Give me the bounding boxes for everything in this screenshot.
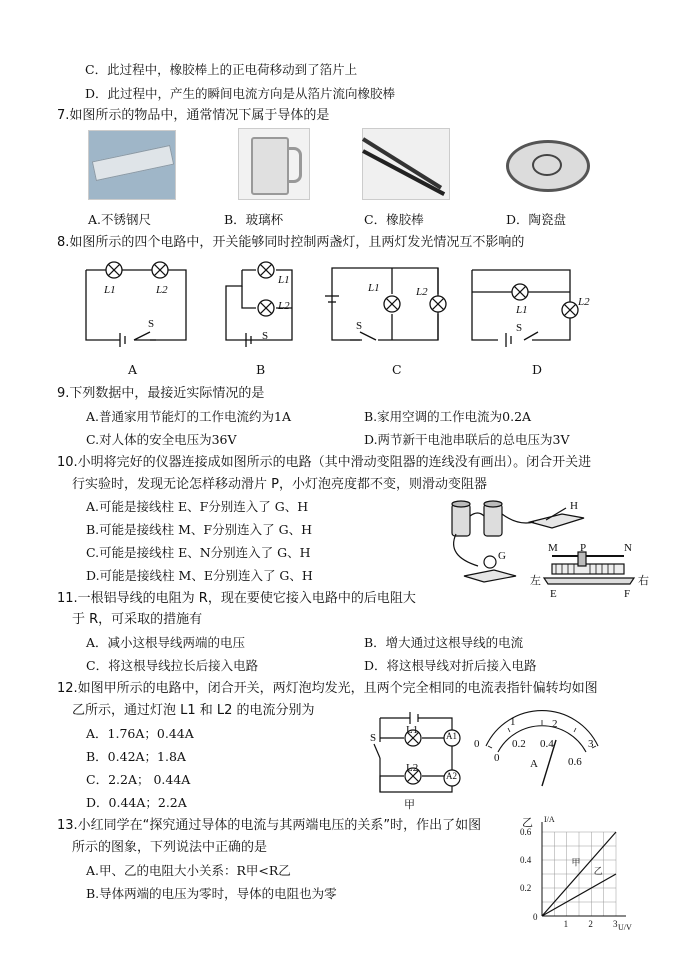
q13-option-a: A.甲、乙的电阻大小关系：R甲<R乙 — [86, 863, 291, 878]
q7-photo-plate — [498, 128, 592, 198]
q11-option-a: A．减小这根导线两端的电压 — [86, 635, 246, 650]
q11-option-c: C．将这根导线拉长后接入电路 — [86, 658, 259, 673]
q12-dial-top-0: 0 — [474, 738, 480, 750]
q10-stem-line2: 行实验时，发现无论怎样移动滑片 P，小灯泡亮度都不变，则滑动变阻器 — [72, 477, 487, 492]
q12-option-c: C．2.2A； 0.44A — [86, 772, 191, 787]
chart-x-tick-label: 1 — [563, 919, 569, 929]
chart-x-tick-label: 2 — [588, 919, 593, 929]
chart-y-tick-label: 0.4 — [520, 855, 532, 865]
q6-option-c: C．此过程中，橡胶棒上的正电荷移动到了箔片上 — [85, 62, 358, 77]
q10-option-a: A.可能是接线柱 E、F分别连入了 G、H — [86, 499, 309, 514]
q7-option-d: D．陶瓷盘 — [506, 212, 567, 227]
q12-label-s: S — [370, 732, 377, 744]
q7-photo-ruler — [88, 130, 176, 200]
q8-b-switch: S — [262, 330, 269, 342]
chart-y-tick-label: 0.6 — [520, 827, 532, 837]
chart-y-axis-label: I/A — [544, 815, 555, 824]
q12-option-a: A．1.76A；0.44A — [86, 726, 194, 741]
q11-stem-line2: 于 R，可采取的措施有 — [72, 612, 203, 627]
q8-a-l1: L1 — [104, 284, 116, 296]
q13-iu-chart — [508, 815, 638, 940]
q9-stem: 9.下列数据中，最接近实际情况的是 — [57, 386, 265, 401]
q6-option-d: D．此过程中，产生的瞬间电流方向是从箔片流向橡胶棒 — [85, 86, 396, 101]
q12-dial-bot-04: 0.4 — [540, 738, 554, 750]
chart-title: 乙 — [522, 817, 533, 829]
q9-option-d: D.两节新干电池串联后的总电压为3V — [364, 432, 570, 447]
q11-option-d: D．将这根导线对折后接入电路 — [364, 658, 537, 673]
q8-c-l2: L2 — [416, 286, 428, 298]
q12-dial-unit: A — [530, 758, 538, 770]
q12-dial-bot-06: 0.6 — [568, 756, 582, 768]
q10-label-left: 左 — [530, 575, 541, 587]
q8-c-switch: S — [356, 320, 363, 332]
q8-label-c: C — [392, 362, 402, 377]
q8-c-l1: L1 — [368, 282, 380, 294]
q10-option-b: B.可能是接线柱 M、F分别连入了 G、H — [86, 522, 312, 537]
q12-dial-top-1: 1 — [510, 716, 516, 728]
q12-label-jia: 甲 — [404, 799, 415, 811]
q10-label-h: H — [570, 500, 578, 512]
q12-label-a2: A2 — [446, 771, 457, 781]
q12-stem-line2: 乙所示，通过灯泡 L1 和 L2 的电流分别为 — [72, 703, 315, 718]
q13-stem-line1: 13.小红同学在“探究通过导体的电流与其两端电压的关系”时，作出了如图 — [57, 818, 482, 833]
q12-stem-line1: 12.如图甲所示的电路中，闭合开关，两灯泡均发光，且两个完全相同的电流表指针偏转均如图 — [57, 681, 598, 696]
q10-label-right: 右 — [638, 575, 649, 587]
q12-label-l1: L1 — [406, 724, 419, 736]
q12-circuit-jia — [366, 712, 476, 807]
q10-label-m: M — [548, 542, 558, 554]
q7-photo-rod — [362, 128, 450, 200]
q12-dial-bot-02: 0.2 — [512, 738, 526, 750]
q11-stem-line1: 11.一根铝导线的电阻为 R，现在要使它接入电路中的后电阻大 — [57, 591, 416, 606]
q12-dial-top-2: 2 — [552, 718, 558, 730]
chart-origin-label: 0 — [533, 912, 538, 922]
q8-d-switch: S — [516, 322, 523, 334]
q10-label-e: E — [550, 588, 557, 600]
q9-option-a: A.普通家用节能灯的工作电流约为1A — [86, 409, 291, 424]
q9-option-b: B.家用空调的工作电流为0.2A — [364, 409, 532, 424]
q12-option-d: D．0.44A；2.2A — [86, 795, 187, 810]
q12-dial-bot-0: 0 — [494, 752, 500, 764]
q8-circuit-diagrams — [0, 256, 688, 386]
q10-label-g: G — [498, 550, 506, 562]
q8-b-l1: L1 — [278, 274, 290, 286]
q8-b-l2: L2 — [278, 300, 290, 312]
chart-x-tick-label: 3 — [613, 919, 618, 929]
q8-label-d: D — [532, 362, 543, 377]
q10-label-n: N — [624, 542, 632, 554]
q8-label-b: B — [256, 362, 266, 377]
q12-label-l2: L2 — [406, 762, 419, 774]
q9-option-c: C.对人体的安全电压为36V — [86, 432, 237, 447]
q12-dial-top-3: 3 — [588, 738, 594, 750]
chart-y-tick-label: 0.2 — [520, 883, 532, 893]
q12-label-a1: A1 — [446, 731, 457, 741]
q12-option-b: B．0.42A；1.8A — [86, 749, 186, 764]
q8-d-l1: L1 — [516, 304, 528, 316]
q7-photo-glass — [238, 128, 310, 200]
q10-option-c: C.可能是接线柱 E、N分别连入了 G、H — [86, 545, 311, 560]
q13-option-b: B.导体两端的电压为零时，导体的电阻也为零 — [86, 886, 337, 901]
q7-option-a: A.不锈钢尺 — [88, 212, 152, 227]
q8-a-switch: S — [148, 318, 155, 330]
q12-ammeter-dial — [478, 716, 608, 786]
q8-label-a: A — [128, 362, 138, 377]
q8-stem: 8.如图所示的四个电路中，开关能够同时控制两盏灯，且两灯发光情况互不影响的 — [57, 235, 525, 250]
q10-stem-line1: 10.小明将完好的仪器连接成如图所示的电路（其中滑动变阻器的连线没有画出）。闭合开关进 — [57, 455, 592, 470]
q10-option-d: D.可能是接线柱 M、E分别连入了 G、H — [86, 568, 313, 583]
chart-series-label-yi: 乙 — [593, 866, 603, 876]
q13-stem-line2: 所示的图象，下列说法中正确的是 — [72, 840, 268, 855]
q7-stem: 7.如图所示的物品中，通常情况下属于导体的是 — [57, 108, 330, 123]
q10-label-p: P — [580, 542, 587, 554]
chart-x-axis-label: U/V — [618, 923, 632, 932]
chart-series-label-jia: 甲 — [571, 857, 581, 868]
q8-d-l2: L2 — [578, 296, 590, 308]
q7-option-c: C．橡胶棒 — [364, 212, 424, 227]
q10-label-f: F — [624, 588, 631, 600]
q8-a-l2: L2 — [156, 284, 168, 296]
q11-option-b: B．增大通过这根导线的电流 — [364, 635, 524, 650]
q7-option-b: B．玻璃杯 — [224, 212, 284, 227]
